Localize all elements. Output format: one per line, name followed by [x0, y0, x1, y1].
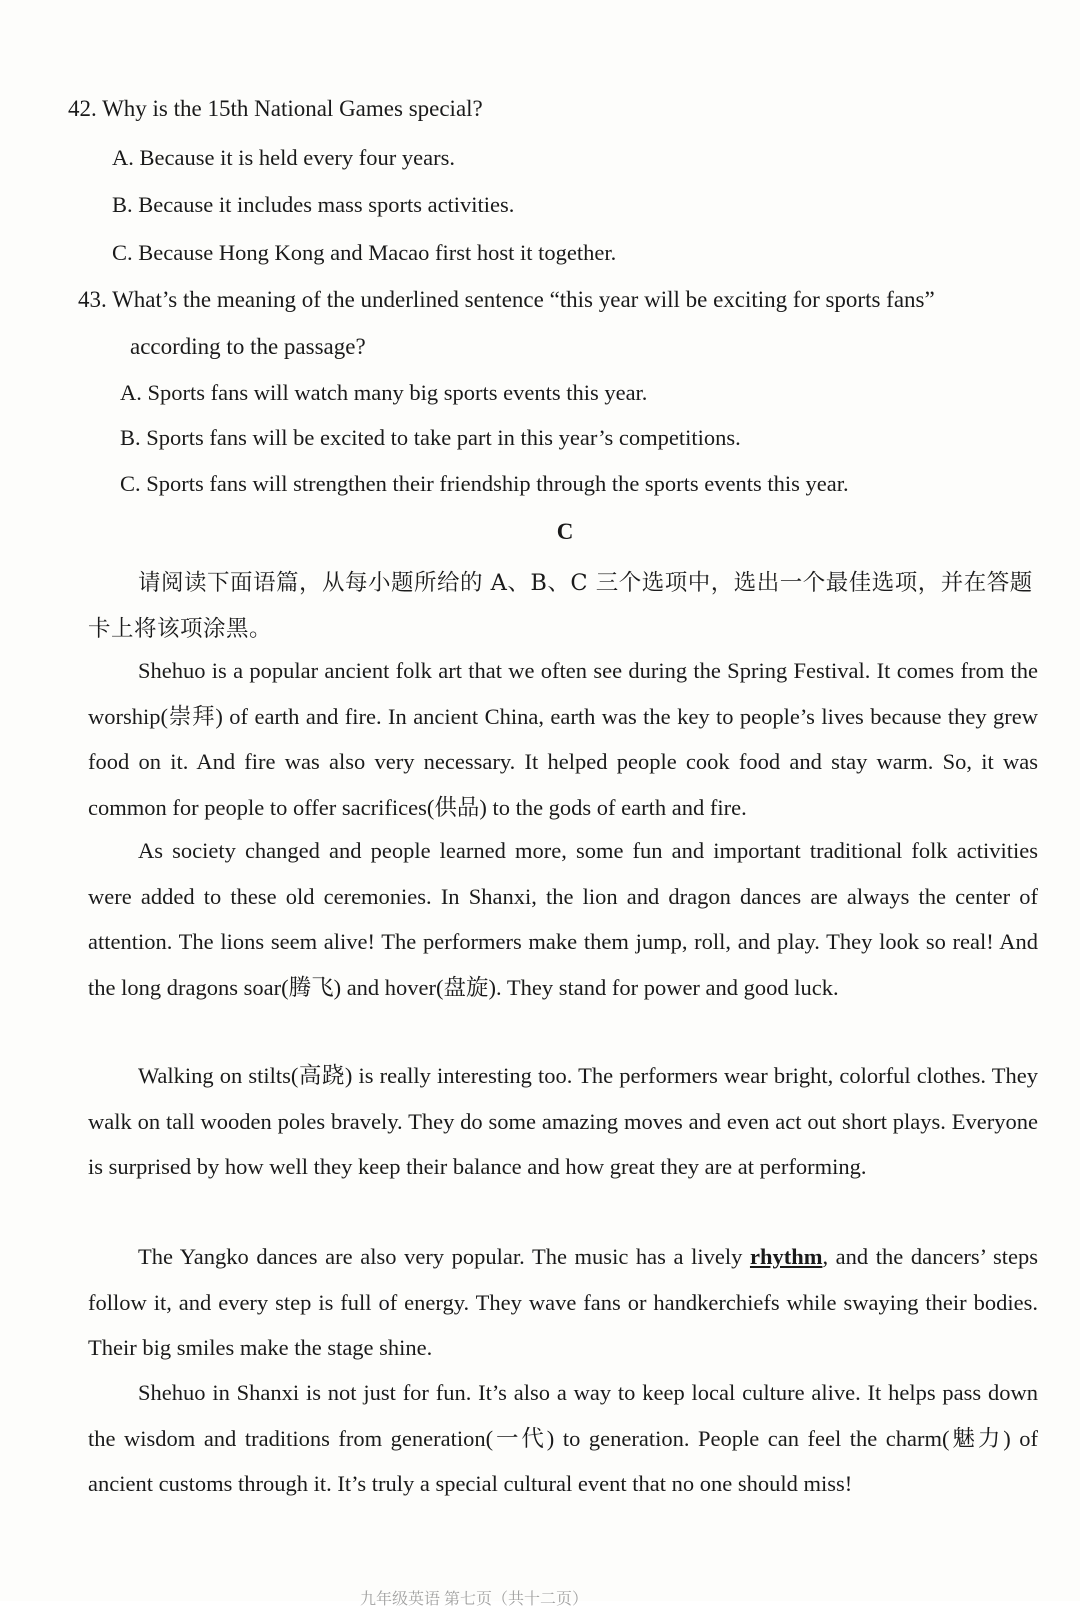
passage-paragraph-1: Shehuo is a popular ancient folk art that we often see during the Spring Festival. It comes from the worship(崇拜) of earth and fire. In ancient China, earth was the key to people’s lives because they grew food on it. And fire was also very necessary. It helped people cook food and stay warm. So, it was common for people to offer sacrifices(供品) to the gods of earth and fire.	[88, 658, 1038, 820]
question-42-stem: 42. Why is the 15th National Games special?	[68, 96, 483, 121]
question-43-stem-continued: according to the passage?	[130, 334, 366, 359]
paragraph-4-text-after: , and the dancers’ steps follow it, and every step is full of energy. They wave fans or handkerchiefs while swaying their bodies. Their big smiles make the stage shine.	[88, 1244, 1039, 1360]
passage-paragraph-2: As society changed and people learned more, some fun and important traditional folk activities were added to these old ceremonies. In Shanxi, the lion and dragon dances are always the center of attention. The lions seem alive! The performers make them jump, roll, and play. They look so real! And the long dragons soar(腾飞) and hover(盘旋). They stand for power and good luck.	[88, 838, 1038, 1000]
question-42-option-a: A. Because it is held every four years.	[112, 145, 456, 170]
passage-paragraph-3: Walking on stilts(高跷) is really interesting too. The performers wear bright, colorful clothes. They walk on tall wooden poles bravely. They do some amazing moves and even act out short plays. Everyone is surprised by how well they keep their balance and how great they are at performing.	[88, 1063, 1038, 1179]
question-43-option-a: A. Sports fans will watch many big sports events this year.	[120, 380, 648, 405]
page-footer: 九年级英语 第七页（共十二页）	[360, 1591, 589, 1608]
question-42-option-b: B. Because it includes mass sports activities.	[112, 192, 515, 217]
passage-paragraph-4	[88, 1234, 1038, 1371]
underlined-word-rhythm: rhythm	[749, 1244, 823, 1269]
question-42-option-c: C. Because Hong Kong and Macao first host it together.	[112, 240, 617, 265]
section-instructions: 请阅读下面语篇，从每小题所给的 A、B、C 三个选项中，选出一个最佳选项，并在答题卡上将该项涂黑。	[88, 570, 1033, 642]
section-letter: C	[556, 519, 574, 544]
passage-paragraph-5: Shehuo in Shanxi is not just for fun. It’s also a way to keep local culture alive. It helps pass down the wisdom and traditions from generation(一代) to generation. People can feel the charm(魅力) of ancient customs through it. It’s truly a special cultural event that no one should miss!	[88, 1380, 1038, 1496]
question-43-stem: 43. What’s the meaning of the underlined sentence “this year will be exciting for sports fans”	[78, 287, 935, 312]
paragraph-4-text-before: The Yangko dances are also very popular. The music has a lively	[138, 1244, 750, 1269]
question-43-option-c: C. Sports fans will strengthen their friendship through the sports events this year.	[120, 471, 849, 496]
question-43-option-b: B. Sports fans will be excited to take part in this year’s competitions.	[120, 425, 741, 450]
